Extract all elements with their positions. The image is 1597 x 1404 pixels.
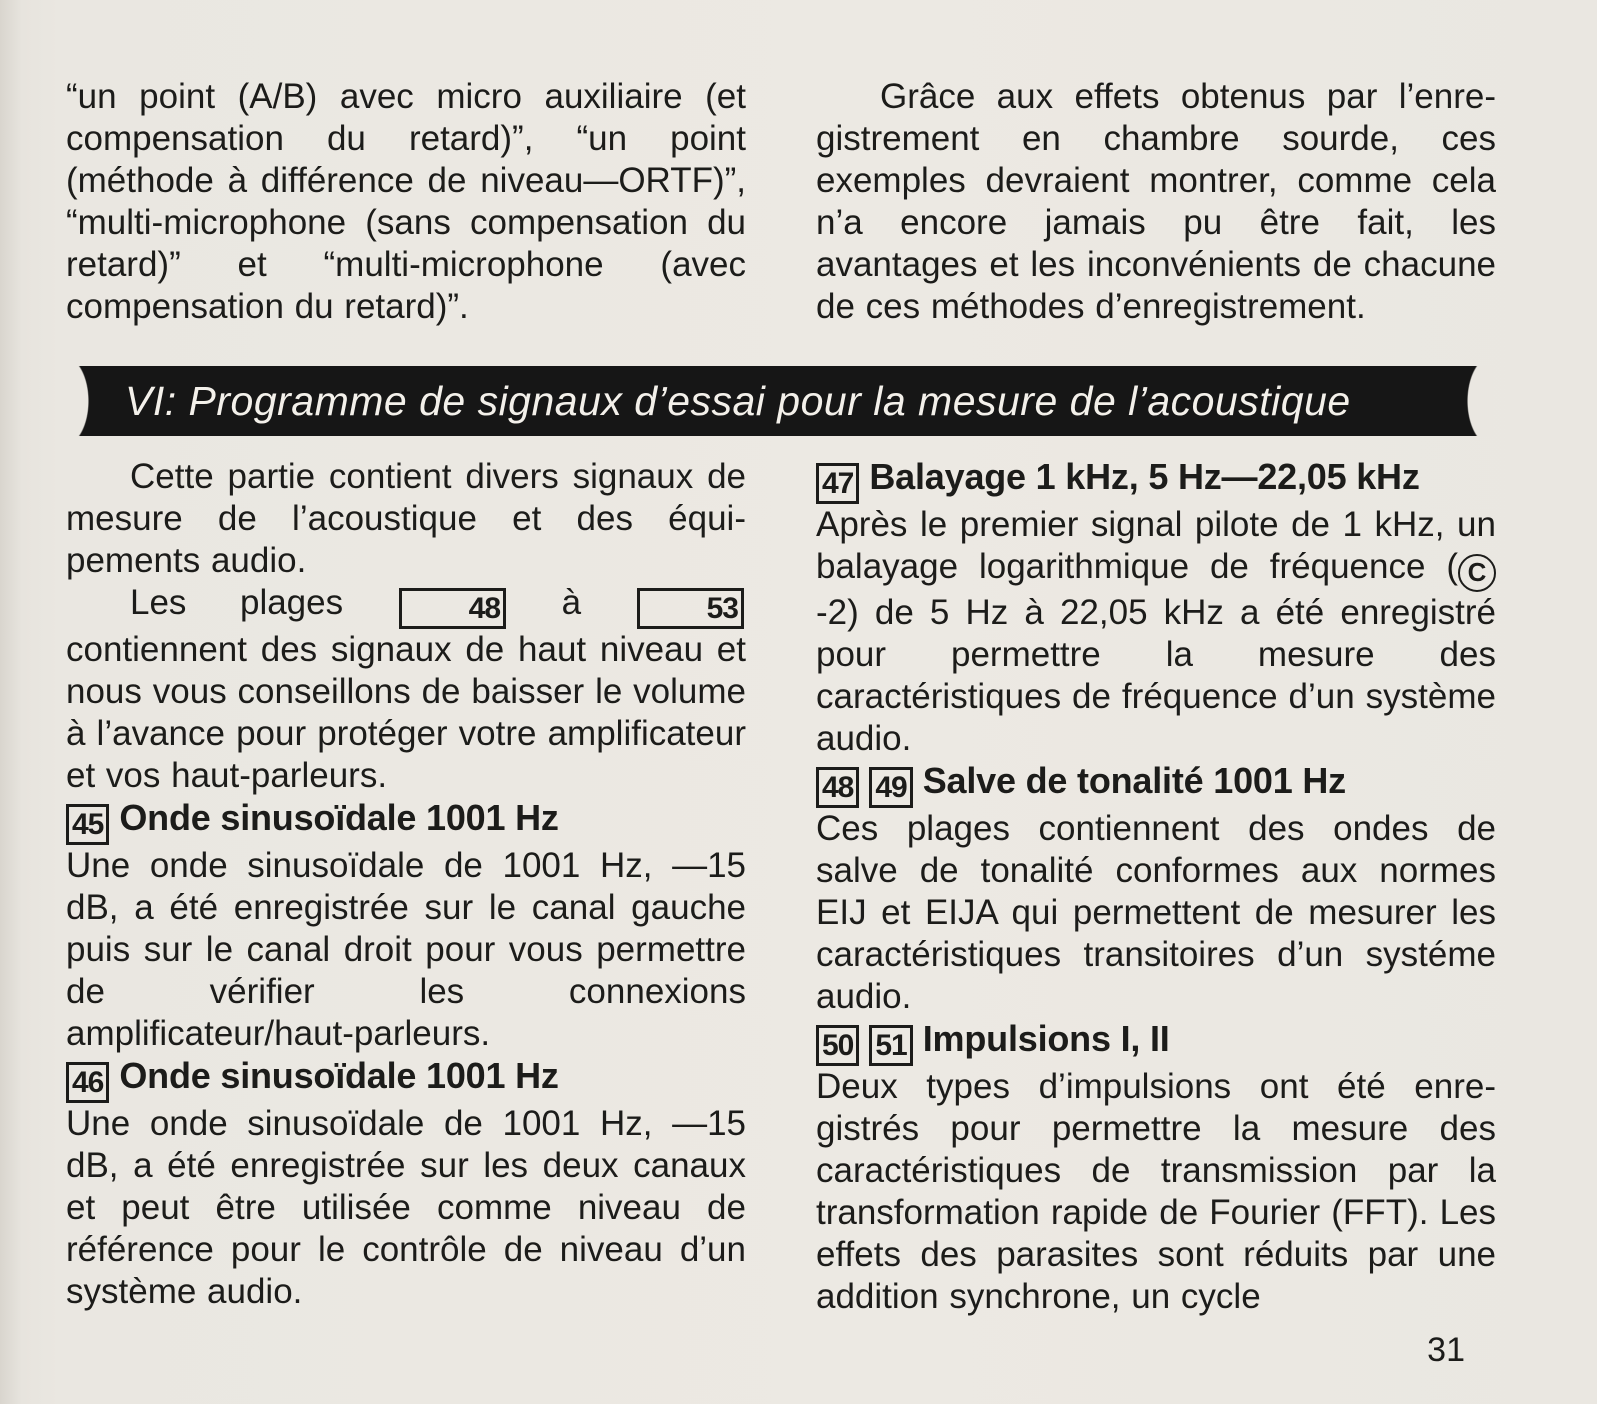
right-column <box>816 456 1496 1318</box>
paragraph-intro: Cette partie contient divers signaux de mesure de l’acoustique et des équipements audio. <box>66 457 746 580</box>
section-body-48-49: Ces plages contiennent des ondes de salve de tonalité conformes aux normes EIJ et EIJA qui permettent de mesurer les caractéristiques transitoires d’un systéme audio. <box>816 809 1496 1016</box>
track-number-box <box>816 1025 859 1066</box>
page-number: 31 <box>1427 1331 1465 1369</box>
track-number-box <box>66 1062 109 1103</box>
section-heading-48-49 <box>816 760 1496 808</box>
track-number-box <box>869 767 912 808</box>
track-number-box <box>816 767 859 808</box>
left-column <box>66 456 746 1318</box>
section-heading-50-51 <box>816 1018 1496 1066</box>
track-number: 53 <box>706 592 738 625</box>
warning-text-mid: à <box>508 583 635 622</box>
track-number: 51 <box>875 1029 907 1062</box>
section-body-45: Une onde sinusoïdale de 1001 Hz, —15 dB, a été enregistrée sur le canal gauche puis sur le canal droit pour vous permettre de vérifier les connexions amplificateur/haut-parleurs. <box>66 846 746 1053</box>
section-body-47 <box>816 504 1496 760</box>
track-number-box <box>869 1025 912 1066</box>
circled-c-icon: C <box>1458 554 1496 592</box>
track-number: 48 <box>822 771 854 804</box>
track-number-box <box>66 804 109 845</box>
main-columns <box>0 456 1597 1318</box>
section-vi-banner <box>63 366 1493 436</box>
track-number: 46 <box>72 1066 104 1099</box>
paragraph-mic-methods: “un point (A/B) avec micro auxiliaire (et compensation du retard)”, “un point (méthode à différence de niveau—ORTF)”, “multi-microphone (sans compensation du retard)” et “multi-microphone (avec compensation du retard)”. <box>66 77 746 326</box>
body-text-pre: Après le premier signal pilote de 1 kHz, un balayage logarithmique de fréquence ( <box>816 505 1496 586</box>
section-title: Onde sinusoïdale 1001 Hz <box>119 1055 559 1096</box>
track-number-box <box>816 463 859 504</box>
section-title: Impulsions I, II <box>922 1018 1170 1059</box>
paragraph-anechoic-recording: Grâce aux effets obtenus par l’enregistrement en chambre sourde, ces exemples devraient montrer, comme cela n’a encore jamais pu être fait, les avantages et les inconvénients de chacune de ces méthodes d’enregistrement. <box>816 77 1496 326</box>
track-number: 47 <box>822 467 854 500</box>
section-heading-45 <box>66 797 746 845</box>
body-text-post: -2) de 5 Hz à 22,05 kHz a été enregistré pour permettre la mesure des caractéristiques de fréquence d’un système audio. <box>816 593 1496 758</box>
top-right-column <box>816 76 1496 328</box>
section-title: Salve de tonalité 1001 Hz <box>922 760 1346 801</box>
top-text-row <box>0 0 1597 328</box>
track-number: 48 <box>468 592 501 625</box>
section-title: Balayage 1 kHz, 5 Hz—22,05 kHz <box>869 456 1420 497</box>
section-body-46: Une onde sinusoïdale de 1001 Hz, —15 dB, a été enregistrée sur les deux canaux et peut être utilisée comme niveau de référence pour le contrôle de niveau d’un système audio. <box>66 1104 746 1311</box>
section-body-50-51: Deux types d’impulsions ont été enregistrés pour permettre la mesure des caractéristiques de transmission par la transformation rapide de Fourier (FFT). Les effets des parasites sont réduits par une addition synchrone, un cycle <box>816 1067 1496 1316</box>
track-number-box <box>637 588 744 629</box>
section-title: Onde sinusoïdale 1001 Hz <box>119 797 559 838</box>
track-number: 49 <box>875 771 907 804</box>
section-heading-46 <box>66 1055 746 1103</box>
section-heading-47 <box>816 456 1496 504</box>
track-number: 50 <box>822 1029 854 1062</box>
section-vi-title: VI: Programme de signaux d’essai pour la mesure de l’acoustique <box>125 377 1351 424</box>
top-left-column <box>66 76 746 328</box>
warning-text-post: contiennent des signaux de haut niveau et nous vous conseillons de baisser le volume à l’avance pour protéger votre amplificateur et vos haut-parleurs. <box>66 630 746 795</box>
track-number: 45 <box>72 808 104 841</box>
paragraph-warning <box>66 582 746 797</box>
warning-text-pre: Les plages <box>130 583 397 622</box>
track-number-box <box>399 588 506 629</box>
